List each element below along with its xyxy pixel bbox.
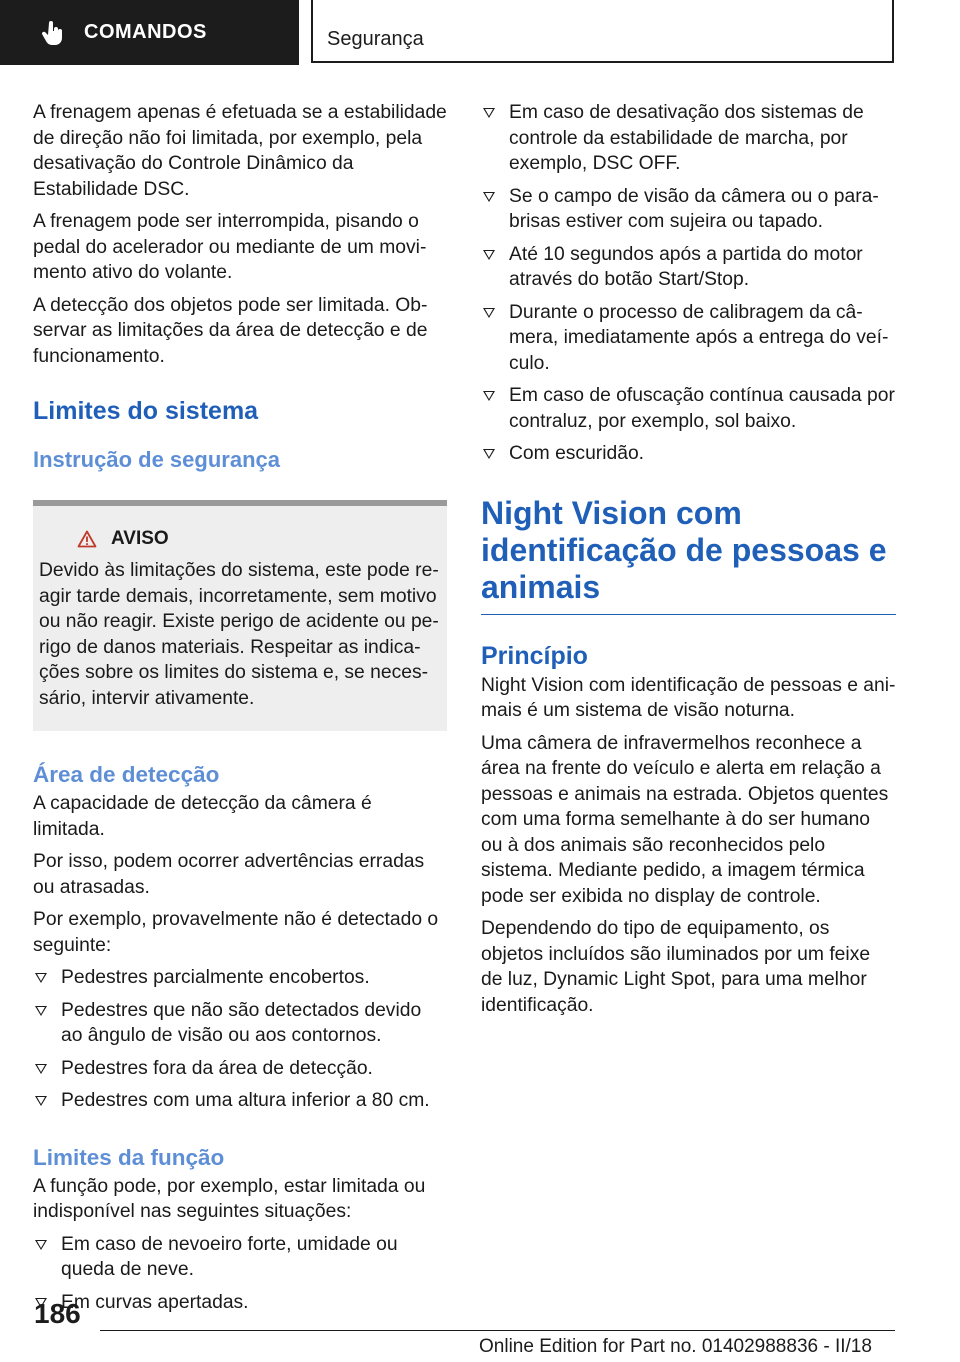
heading-night-vision: Night Vision com identificação de pessoas e animais <box>481 494 887 605</box>
paragraph: Por exemplo, provavelmente não é detectado o seguinte: <box>33 909 439 956</box>
bullet-triangle-icon <box>483 391 495 401</box>
paragraph: A detecção dos objetos pode ser limitada. Observar as limitações da área de detecção e de funcionamento. <box>33 294 428 367</box>
footer-edition: Online Edition for Part no. 01402988836 - II/18 <box>479 1336 872 1357</box>
bullet-triangle-icon <box>483 250 495 260</box>
detection-list <box>33 965 447 1114</box>
bullet-triangle-icon <box>483 449 495 459</box>
paragraph: A função pode, por exemplo, estar limitada ou indisponível nas seguintes situações: <box>33 1175 426 1222</box>
warning-triangle-icon <box>77 530 97 548</box>
list-item: Se o campo de visão da câmera ou o para-brisas estiver com sujeira ou tapado. <box>481 184 896 235</box>
list-item: Pedestres parcialmente encobertos. <box>33 965 447 991</box>
list-item: Pedestres com uma altura inferior a 80 cm. <box>33 1088 447 1114</box>
list-item: Até 10 segundos após a partida do motor através do botão Start/Stop. <box>481 242 896 293</box>
touch-hand-icon <box>40 20 66 46</box>
bullet-triangle-icon <box>35 973 47 983</box>
bullet-triangle-icon <box>35 1240 47 1250</box>
warning-text: Devido às limitações do sistema, este pode reagir tarde demais, incorretamente, sem motivo ou não reagir. Existe perigo de acidente ou perigo de danos materiais. Respeitar as indicações sobre os limites do sistema e, se necessário, intervir ativamente. <box>39 560 439 709</box>
warning-box <box>33 500 447 731</box>
list-item: Pedestres fora da área de detecção. <box>33 1056 447 1082</box>
paragraph: Por isso, podem ocorrer advertências erradas ou atrasadas. <box>33 851 425 898</box>
header-section-label: Segurança <box>327 28 424 50</box>
paragraph: A frenagem pode ser interrompida, pisando o pedal do acelerador ou mediante de um movimento ativo do volante. <box>33 211 427 283</box>
header-section <box>311 0 894 63</box>
heading-safety-instruction: Instrução de segurança <box>33 447 280 472</box>
function-list <box>33 1232 447 1316</box>
heading-system-limits: Limites do sistema <box>33 397 259 425</box>
header-tab-label: COMANDOS <box>84 21 207 43</box>
right-column <box>481 100 896 1025</box>
bullet-triangle-icon <box>35 1096 47 1106</box>
paragraph: Night Vision com identificação de pessoas e animais é um sistema de visão noturna. <box>481 674 896 721</box>
list-item: Em caso de ofuscação contínua causada por contraluz, por exemplo, sol baixo. <box>481 383 896 434</box>
footer-rule <box>100 1330 895 1331</box>
bullet-triangle-icon <box>483 108 495 118</box>
header-tab <box>0 0 299 65</box>
page-number: 186 <box>34 1298 81 1329</box>
heading-detection-area: Área de detecção <box>33 762 220 787</box>
paragraph: Uma câmera de infravermelhos reconhece a área na frente do veículo e alerta em relação a pessoas e animais na estrada. Objetos quentes com uma forma semelhante à do ser humano ou à dos animais são reconhecidos pelo sistema. Mediante pedido, a imagem térmica pode ser exibida no display de controle. <box>481 732 889 907</box>
warning-title-text: AVISO <box>111 528 169 549</box>
list-item: Em caso de desativação dos sistemas de controle da estabilidade de marcha, por exemplo, DSC OFF. <box>481 100 896 177</box>
paragraph: A capacidade de detecção da câmera é limitada. <box>33 793 372 840</box>
heading-rule <box>481 614 896 615</box>
paragraph: Dependendo do tipo de equipamento, os objetos incluídos são iluminados por um feixe de luz, Dynamic Light Spot, para uma melhor identificação. <box>481 918 871 1016</box>
list-item: Pedestres que não são detectados devido ao ângulo de visão ou aos contornos. <box>33 998 447 1049</box>
list-item: Em curvas apertadas. <box>33 1290 447 1316</box>
bullet-triangle-icon <box>35 1064 47 1074</box>
heading-function-limits: Limites da função <box>33 1144 225 1170</box>
list-item: Com escuridão. <box>481 441 896 467</box>
paragraph: A frenagem apenas é efetuada se a estabilidade de direção não foi limitada, por exemplo, pela desativação do Controle Dinâmico da Estabilidade DSC. <box>33 102 447 200</box>
bullet-triangle-icon <box>483 308 495 318</box>
function-list-continued <box>481 100 896 467</box>
heading-principle: Princípio <box>481 641 588 670</box>
list-item: Durante o processo de calibragem da câmera, imediatamente após a entrega do veículo. <box>481 300 896 377</box>
list-item: Em caso de nevoeiro forte, umidade ou queda de neve. <box>33 1232 447 1283</box>
warning-title <box>77 528 439 550</box>
bullet-triangle-icon <box>483 192 495 202</box>
bullet-triangle-icon <box>35 1006 47 1016</box>
left-column <box>33 100 447 1322</box>
